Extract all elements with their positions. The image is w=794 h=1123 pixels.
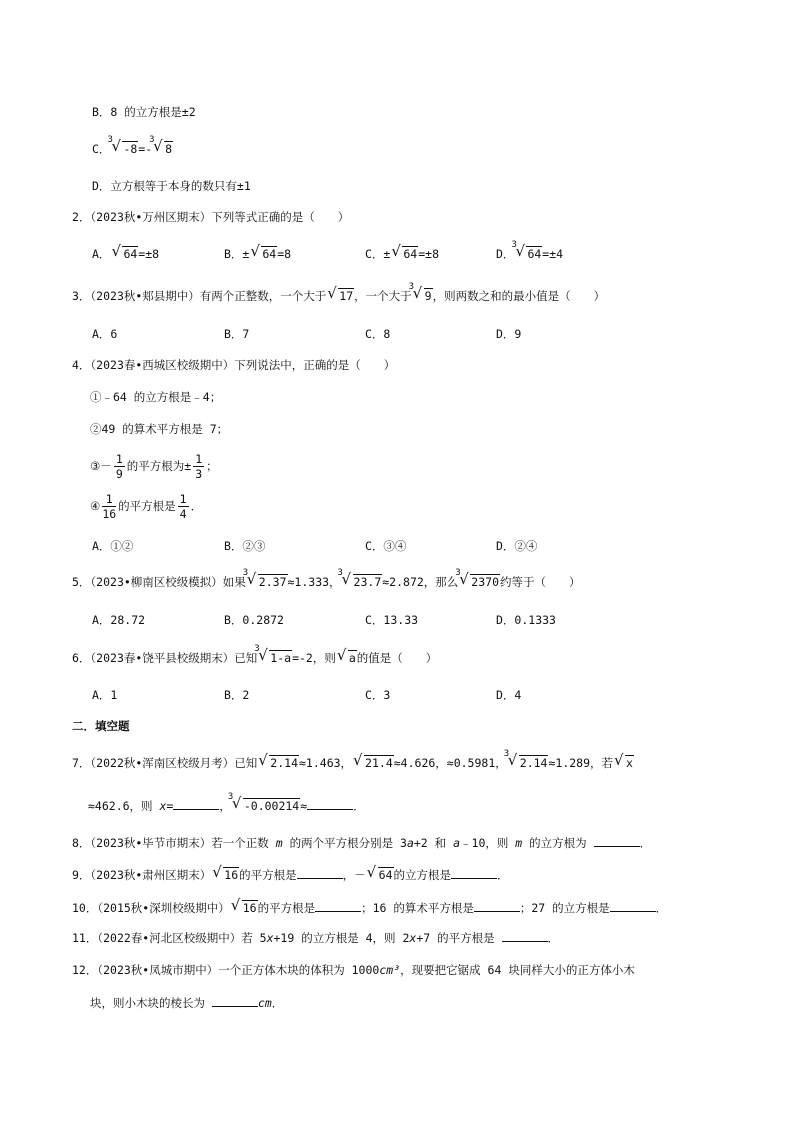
q6-option-c: C．3 [365, 688, 391, 702]
q6-option-d: D．4 [496, 688, 522, 702]
answer-blank[interactable] [315, 899, 361, 912]
fraction: $\frac{1}{16}$ [102, 492, 117, 521]
answer-blank[interactable] [610, 899, 656, 912]
q9-stem: 9．（2023秋•肃州区期末）√ 16的平方根是 ，－√ 64的立方根是 ． [72, 866, 509, 884]
cuberoot-symbol: √ 3 2370 [460, 573, 500, 591]
sqrt-symbol: √ 16 [232, 899, 258, 917]
cuberoot-symbol: √ 3 2.37 [248, 573, 288, 591]
sqrt-symbol: √ 64 [251, 245, 277, 263]
q4-statement-1: ①﹣64 的立方根是﹣4； [90, 390, 222, 404]
q5-option-a: A．28.72 [92, 613, 146, 627]
q4-stem: 4．（2023春•西城区校级期中）下列说法中，正确的是（ ） [72, 358, 396, 372]
q1-option-c [92, 135, 173, 158]
q1-option-d: D．立方根等于本身的数只有±1 [92, 179, 251, 193]
sqrt-symbol: √ 64 [112, 245, 138, 263]
q12-line-1: 12．（2023秋•凤城市期中）一个正方体木块的体积为 1000cm³，现要把它锯成 64 块同样大小的正方体小木 [72, 963, 635, 977]
cuberoot-symbol: √ 3 -0.00214 [233, 797, 300, 815]
q5-option-d: D．0.1333 [496, 613, 556, 627]
q3-stem: 3．（2023秋•郏县期中）有两个正整数，一个大于√ 17，一个大于 √ 3 9，则两数之和的最小值是（ ） [72, 287, 605, 305]
q4-option-a: A．①② [92, 539, 134, 553]
cuberoot-symbol: √ 3 1-a [259, 649, 292, 667]
q7-line-1: 7．（2022秋•浑南区校级月考）已知√ 2.14≈1.463，√ 21.4≈4.626，≈0.5981， √ 3 2.14≈1.289，若√ x [72, 754, 634, 772]
q4-statement-2: ②49 的算术平方根是 7； [90, 422, 229, 436]
answer-blank[interactable] [297, 866, 343, 879]
sqrt-symbol: √ 17 [328, 287, 354, 305]
q3-option-b: B．7 [224, 327, 250, 341]
q2-option-d: D． √ 3 64=±4 [496, 245, 563, 263]
q2-option-c: C．±√ 64=±8 [365, 245, 439, 263]
q1-option-c-mid: =- [138, 142, 153, 156]
q3-option-d: D．9 [496, 327, 522, 341]
q4-statement-4: ④ $\frac{1}{16}$ 的平方根是 $\frac{1}{4}$ ． [90, 492, 203, 521]
sqrt-symbol: √ a [338, 649, 357, 667]
fraction: $\frac{1}{4}$ [179, 492, 187, 521]
fraction: $\frac{1}{9}$ [115, 452, 123, 481]
sqrt-symbol: √ 2.14 [259, 754, 299, 772]
q8-stem: 8．（2023秋•毕节市期末）若一个正数 m 的两个平方根分别是 3a+2 和 a﹣10，则 m 的立方根为 ． [72, 836, 652, 850]
q12-line-2: 块，则小木块的棱长为 cm． [90, 996, 284, 1010]
q1-option-c-prefix: C． [92, 142, 111, 156]
fraction: $\frac{1}{3}$ [195, 452, 203, 481]
section-heading-fill-in: 二．填空题 [72, 719, 130, 733]
q5-option-c: C．13.33 [365, 613, 419, 627]
q6-option-b: B．2 [224, 688, 250, 702]
answer-blank[interactable] [212, 994, 258, 1007]
q7-line-2: ≈462.6，则 x= ， √ 3 -0.00214≈ ． [88, 797, 365, 815]
q4-option-b: B．②③ [224, 539, 266, 553]
q10-stem: 10．（2015秋•深圳校级期中）√ 16的平方根是 ；16 的算术平方根是 ；27 的立方根是 ． [72, 899, 667, 917]
q5-stem: 5．（2023•柳南区校级模拟）如果 √ 3 2.37≈1.333， √ 3 23.7≈2.872，那么 √ 3 2370约等于（ ） [72, 573, 581, 591]
q5-option-b: B．0.2872 [224, 613, 284, 627]
q3-option-c: C．8 [365, 327, 391, 341]
sqrt-symbol: √ 64 [392, 245, 418, 263]
q6-option-a: A．1 [92, 688, 118, 702]
answer-blank[interactable] [594, 834, 640, 847]
sqrt-symbol: √ 21.4 [354, 754, 394, 772]
cuberoot-symbol: √ 3 9 [414, 287, 433, 305]
answer-blank[interactable] [307, 797, 353, 810]
q4-option-c: C．③④ [365, 539, 407, 553]
sqrt-symbol: √ 64 [368, 866, 394, 884]
sqrt-symbol: √ x [615, 754, 634, 772]
answer-blank[interactable] [173, 797, 219, 810]
q4-option-d: D．②④ [496, 539, 538, 553]
q1-option-c-cuberoot-2: √ 3 8 [154, 140, 173, 158]
q2-option-a: A．√ 64=±8 [92, 245, 159, 263]
q2-option-b: B．±√ 64=8 [224, 245, 291, 263]
q3-option-a: A．6 [92, 327, 118, 341]
q2-stem: 2．（2023秋•万州区期末）下列等式正确的是（ ） [72, 210, 350, 224]
q4-statement-3: ③－ $\frac{1}{9}$ 的平方根为± $\frac{1}{3}$ ； [90, 452, 218, 481]
answer-blank[interactable] [502, 929, 548, 942]
q11-stem: 11．（2022春•河北区校级期中）若 5x+19 的立方根是 4，则 2x+7 的平方根是 ． [72, 931, 560, 945]
cuberoot-symbol: √ 3 23.7 [343, 573, 383, 591]
sqrt-symbol: √ 16 [213, 866, 239, 884]
answer-blank[interactable] [451, 866, 497, 879]
cuberoot-symbol: √ 3 64 [516, 245, 542, 263]
answer-blank[interactable] [474, 899, 520, 912]
q1-option-b: B．8 的立方根是±2 [92, 105, 196, 119]
cuberoot-symbol: √ 3 2.14 [509, 754, 549, 772]
q6-stem: 6．（2023春•饶平县校级期末）已知 √ 3 1-a=-2，则√ a的值是（ ） [72, 649, 437, 667]
q1-option-c-cuberoot-1: √ 3 -8 [112, 140, 138, 158]
